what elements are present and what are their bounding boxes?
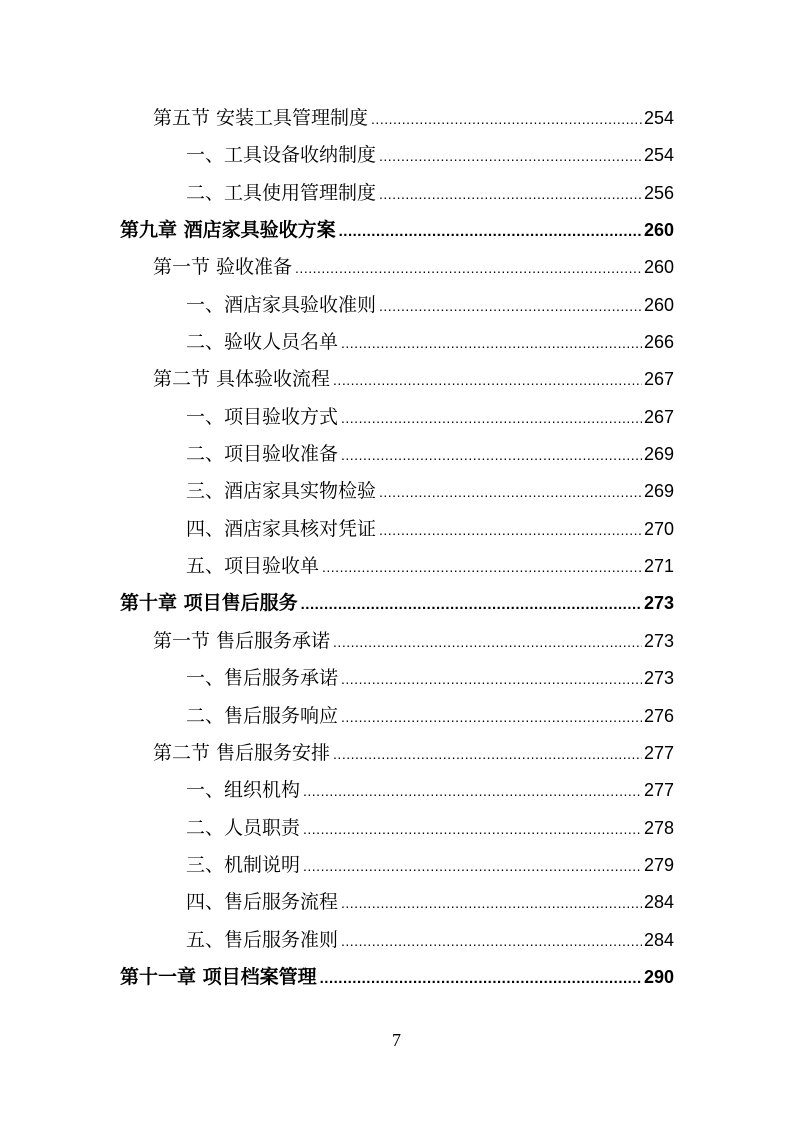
toc-entry[interactable] (0, 473, 793, 510)
dot-leader (303, 773, 642, 810)
toc-entry-title: 二、工具使用管理制度 (186, 181, 377, 204)
toc-entry[interactable] (0, 511, 793, 548)
toc-entry-page: 269 (643, 444, 674, 465)
toc-entry-title: 三、酒店家具实物检验 (186, 480, 377, 503)
toc-entry-page: 260 (643, 257, 674, 278)
toc-entry-page: 267 (643, 369, 674, 390)
toc-entry-page: 270 (643, 518, 674, 539)
toc-entry-title: 五、项目验收单 (186, 555, 320, 578)
toc-entry[interactable] (0, 287, 793, 324)
toc-entry-title: 第二节 具体验收流程 (153, 368, 331, 391)
dot-leader (379, 512, 642, 549)
toc-entry-title: 一、项目验收方式 (186, 405, 339, 428)
toc-entry[interactable] (0, 361, 793, 398)
dot-leader (341, 437, 642, 474)
toc-entry[interactable] (0, 137, 793, 174)
toc-entry-page: 279 (643, 854, 674, 875)
toc-entry-title: 第十章 项目售后服务 (120, 592, 298, 615)
toc-chapter-entry[interactable] (0, 212, 793, 249)
toc-entry-page: 267 (643, 406, 674, 427)
toc-entry-title: 第十一章 项目档案管理 (120, 965, 317, 988)
toc-entry-title: 第九章 酒店家具验收方案 (120, 219, 336, 242)
toc-entry-title: 二、项目验收准备 (186, 443, 339, 466)
dot-leader (379, 288, 642, 325)
toc-entry[interactable] (0, 548, 793, 585)
toc-entry-page: 273 (643, 593, 674, 614)
dot-leader (371, 101, 642, 138)
dot-leader (333, 624, 642, 661)
dot-leader (341, 400, 642, 437)
dot-leader (333, 362, 642, 399)
toc-entry-title: 二、售后服务响应 (186, 704, 339, 727)
toc-entry-page: 276 (643, 705, 674, 726)
toc-entry-title: 二、人员职责 (186, 816, 301, 839)
toc-entry[interactable] (0, 100, 793, 137)
toc-entry-title: 二、验收人员名单 (186, 331, 339, 354)
dot-leader (379, 138, 642, 175)
toc-entry[interactable] (0, 735, 793, 772)
toc-entry[interactable] (0, 810, 793, 847)
toc-entry[interactable] (0, 399, 793, 436)
dot-leader (339, 213, 642, 250)
toc-entry[interactable] (0, 436, 793, 473)
table-of-contents (0, 100, 793, 996)
toc-entry[interactable] (0, 884, 793, 921)
toc-entry-title: 一、组织机构 (186, 779, 301, 802)
dot-leader (295, 250, 642, 287)
toc-chapter-entry[interactable] (0, 959, 793, 996)
toc-entry-title: 第一节 验收准备 (153, 256, 293, 279)
toc-entry-title: 第一节 售后服务承诺 (153, 629, 331, 652)
toc-entry-page: 260 (643, 294, 674, 315)
toc-entry[interactable] (0, 772, 793, 809)
toc-entry[interactable] (0, 922, 793, 959)
dot-leader (341, 699, 642, 736)
dot-leader (320, 960, 642, 997)
toc-entry[interactable] (0, 623, 793, 660)
toc-entry-page: 284 (643, 929, 674, 950)
toc-entry-title: 一、酒店家具验收准则 (186, 293, 377, 316)
toc-entry-page: 256 (643, 182, 674, 203)
toc-entry-page: 273 (643, 630, 674, 651)
toc-entry-page: 254 (643, 108, 674, 128)
toc-entry[interactable] (0, 698, 793, 735)
toc-chapter-entry[interactable] (0, 585, 793, 622)
toc-entry-title: 一、售后服务承诺 (186, 667, 339, 690)
toc-entry-page: 290 (643, 966, 674, 987)
dot-leader (303, 811, 642, 848)
dot-leader (322, 549, 642, 586)
toc-entry[interactable] (0, 175, 793, 212)
toc-entry-title: 第二节 售后服务安排 (153, 741, 331, 764)
toc-entry-page: 266 (643, 332, 674, 353)
toc-entry[interactable] (0, 249, 793, 286)
toc-entry-page: 277 (643, 780, 674, 801)
toc-entry-title: 四、售后服务流程 (186, 891, 339, 914)
page-number: 7 (392, 1030, 401, 1050)
dot-leader (379, 176, 642, 213)
toc-entry-page: 254 (643, 145, 674, 166)
toc-entry[interactable] (0, 847, 793, 884)
dot-leader (341, 923, 642, 960)
toc-entry-title: 五、售后服务准则 (186, 928, 339, 951)
toc-entry-title: 四、酒店家具核对凭证 (186, 517, 377, 540)
dot-leader (341, 325, 642, 362)
dot-leader (303, 848, 642, 885)
toc-entry-page: 277 (643, 742, 674, 763)
toc-entry-page: 284 (643, 892, 674, 913)
dot-leader (379, 474, 642, 511)
toc-entry-title: 三、机制说明 (186, 853, 301, 876)
dot-leader (333, 736, 642, 773)
toc-entry-page: 269 (643, 481, 674, 502)
toc-entry[interactable] (0, 660, 793, 697)
dot-leader (341, 885, 642, 922)
dot-leader (341, 661, 642, 698)
toc-entry-page: 278 (643, 817, 674, 838)
toc-entry-page: 271 (643, 556, 674, 577)
toc-entry-title: 第五节 安装工具管理制度 (153, 107, 369, 129)
dot-leader (301, 586, 642, 623)
toc-entry-title: 一、工具设备收纳制度 (186, 144, 377, 167)
toc-entry[interactable] (0, 324, 793, 361)
toc-entry-page: 260 (643, 220, 674, 241)
toc-entry-page: 273 (643, 668, 674, 689)
